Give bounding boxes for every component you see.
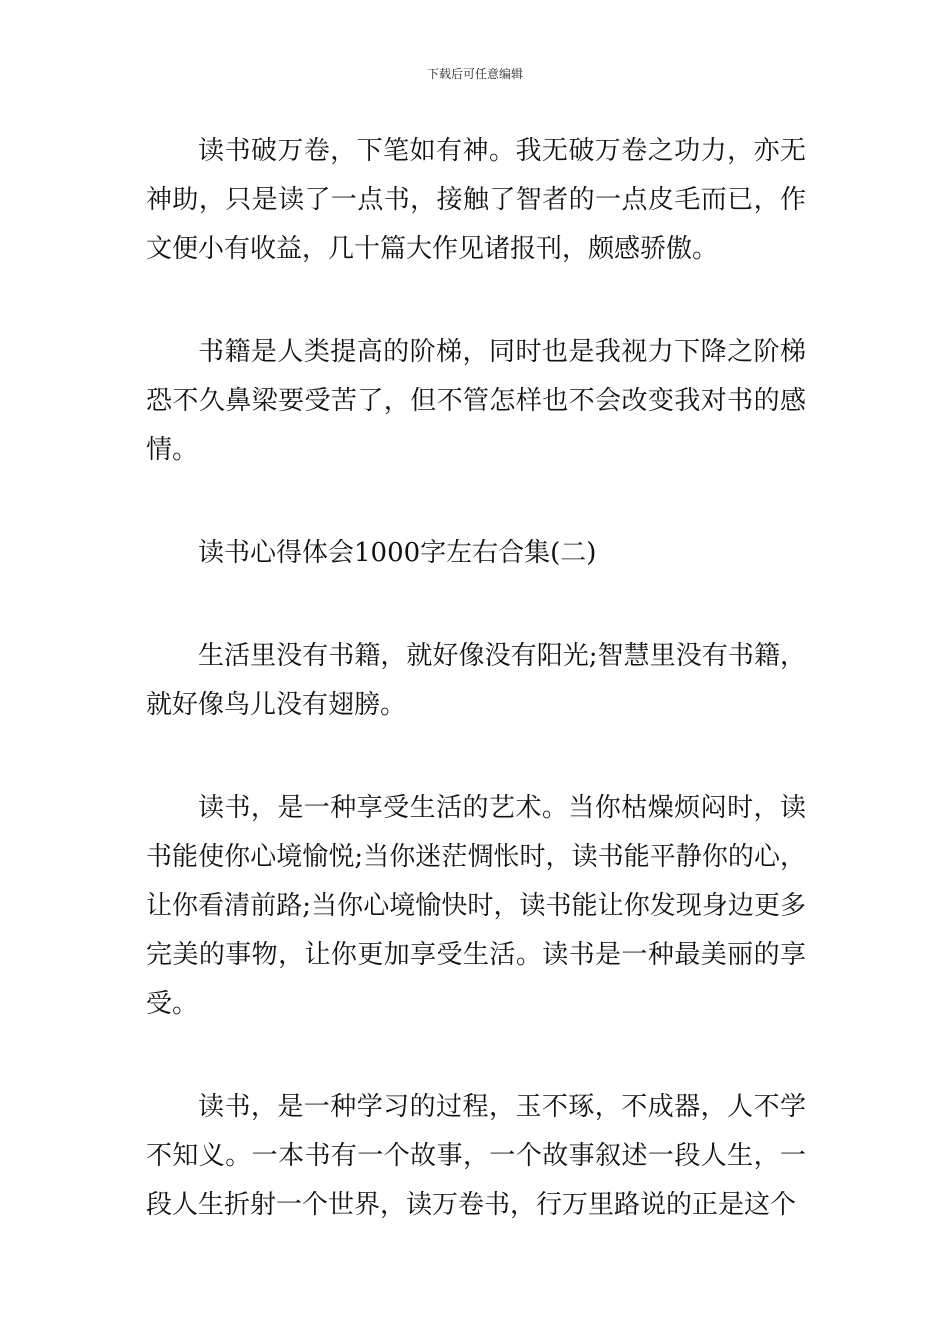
section-title: 读书心得体会1000字左右合集(二) <box>198 538 597 568</box>
paragraph: 生活里没有书籍，就好像没有阳光;智慧里没有书籍，就好像鸟儿没有翅膀。 <box>146 641 806 720</box>
page-header-note: 下载后可任意编辑 <box>426 67 523 81</box>
paragraph: 读书，是一种学习的过程，玉不琢，不成器，人不学不知义。一本书有一个故事，一个故事叙述一段人生，一段人生折射一个世界，读万卷书，行万里路说的正是这个 <box>146 1092 806 1220</box>
document-body <box>146 127 806 1230</box>
paragraph: 读书，是一种享受生活的艺术。当你枯燥烦闷时，读书能使你心境愉悦;当你迷茫惆怅时，读书能平静你的心，让你看清前路;当你心境愉快时，读书能让你发现身边更多完美的事物，让你更加享受生活。读书是一种最美丽的享受。 <box>146 793 806 1019</box>
paragraph: 书籍是人类提高的阶梯，同时也是我视力下降之阶梯恐不久鼻梁要受苦了，但不管怎样也不会改变我对书的感情。 <box>146 337 806 465</box>
paragraph: 读书破万卷，下笔如有神。我无破万卷之功力，亦无神助，只是读了一点书，接触了智者的一点皮毛而已，作文便小有收益，几十篇大作见诸报刊，颇感骄傲。 <box>146 136 806 264</box>
